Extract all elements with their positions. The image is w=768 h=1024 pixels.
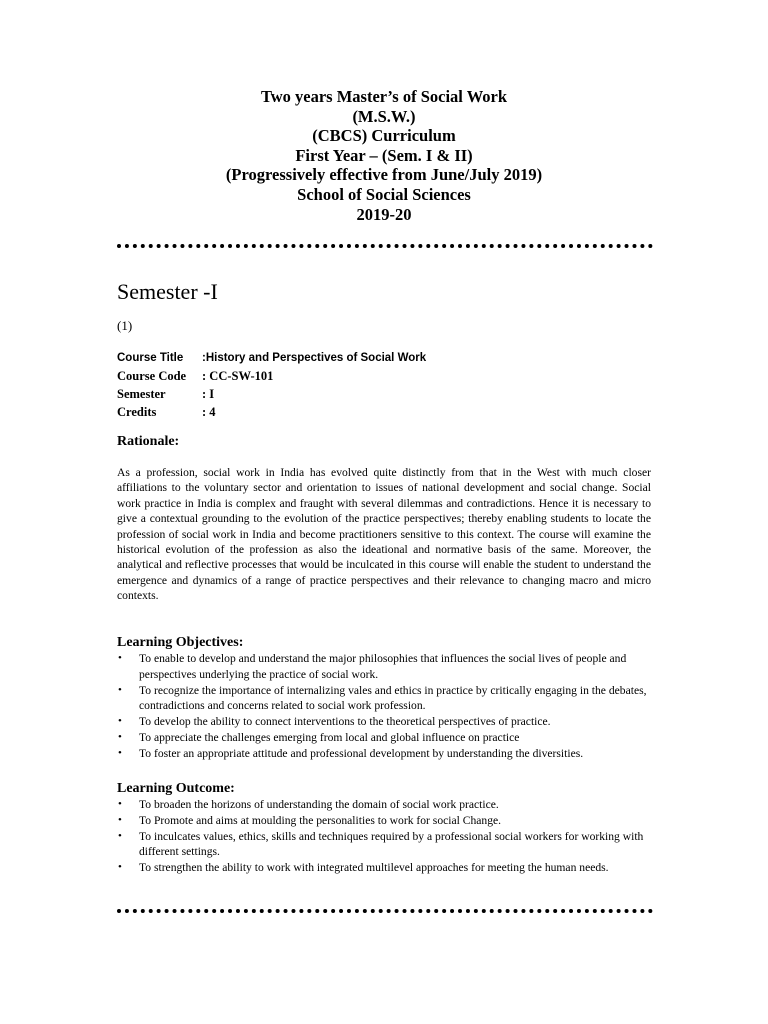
- semester-title: Semester -I: [117, 279, 218, 304]
- bullet-icon: •: [118, 730, 122, 743]
- list-item: [117, 860, 653, 876]
- list-item-text: To develop the ability to connect interventions to the theoretical perspectives of practice.: [139, 715, 551, 729]
- header-line-school: School of Social Sciences: [297, 184, 471, 204]
- list-item-text: To strengthen the ability to work with integrated multilevel approaches for meeting the human needs.: [139, 861, 609, 875]
- list-item-text: To Promote and aims at moulding the personalities to work for social Change.: [139, 813, 502, 827]
- header-line-abbrev: (M.S.W.): [352, 106, 416, 126]
- list-item-text: To enable to develop and understand the major philosophies that influences the social lives of people and perspectives underlying the practice of social work.: [139, 652, 627, 681]
- list-item: [117, 813, 653, 829]
- list-item-text: To foster an appropriate attitude and professional development by understanding the diversities.: [139, 746, 584, 760]
- semester-label: Semester: [117, 387, 166, 401]
- bullet-icon: •: [118, 683, 122, 696]
- semester-row: [117, 385, 426, 403]
- course-info-table: [117, 349, 426, 421]
- bullet-icon: •: [118, 813, 122, 826]
- learning-outcome-list: [117, 797, 653, 876]
- list-item-text: To recognize the importance of internalizing vales and ethics in practice by critically engaging in the debates, contradictions and concerns related to social work profession.: [139, 683, 647, 713]
- bullet-icon: •: [118, 746, 122, 759]
- course-title-label: Course Title: [117, 352, 184, 364]
- bullet-icon: •: [118, 829, 122, 842]
- course-code-row: [117, 367, 426, 385]
- list-item: [117, 683, 653, 715]
- credits-value: : 4: [202, 405, 216, 419]
- list-item-text: To broaden the horizons of understanding the domain of social work practice.: [139, 798, 499, 811]
- rationale-heading: Rationale:: [117, 434, 180, 449]
- course-code-label: Course Code: [117, 369, 187, 383]
- header-line-program: Two years Master’s of Social Work: [260, 87, 508, 106]
- bullet-icon: •: [118, 652, 122, 664]
- header-line-curriculum: (CBCS) Curriculum: [312, 126, 456, 146]
- course-title-row: [117, 349, 426, 367]
- course-code-value: : CC-SW-101: [202, 369, 274, 383]
- list-item: [117, 797, 653, 813]
- list-item: [117, 730, 653, 746]
- header-line-session: 2019-20: [356, 204, 412, 224]
- top-dotted-divider: [117, 244, 653, 248]
- header-line-year: First Year – (Sem. I & II): [295, 145, 473, 165]
- list-item: [117, 651, 653, 683]
- learning-objectives-heading: Learning Objectives:: [117, 635, 244, 650]
- learning-objectives-list: [117, 651, 653, 762]
- bottom-dotted-divider: [117, 909, 653, 913]
- list-item-text: To inculcates values, ethics, skills and techniques required by a professional social workers for working with different settings.: [139, 829, 644, 859]
- list-item: [117, 714, 653, 730]
- list-item: [117, 829, 653, 861]
- rationale-paragraph: As a profession, social work in India has evolved quite distinctly from that in the West with much closer affiliations to the voluntary sector and orientation to issues of national development and social change. Social work practice in India is complex and fraught with several dilemmas and contradictions. Hence it is necessary to give a contextual grounding to the evolution of the practice perspectives; thereby enabling students to locate the profession of social work in India and become practitioners sensitive to this context. The course will examine the historical evolution of the profession as also the ideational and normative basis of the same. Moreover, the analytical and reflective processes that would be inculcated in this course will enable the student to understand the emergence and dynamics of a range of practice perspectives and their relevance to changing macro and micro contexts.: [117, 466, 651, 603]
- credits-row: [117, 403, 426, 421]
- header-line-effective: (Progressively effective from June/July 2019): [225, 165, 543, 185]
- list-item: [117, 746, 653, 762]
- credits-label: Credits: [117, 405, 157, 419]
- bullet-icon: •: [118, 715, 122, 728]
- course-number: (1): [117, 318, 133, 333]
- course-title-value: :History and Perspectives of Social Work: [202, 352, 427, 364]
- bullet-icon: •: [118, 861, 122, 874]
- learning-outcome-heading: Learning Outcome:: [117, 781, 235, 796]
- document-header: [0, 87, 768, 224]
- bullet-icon: •: [118, 798, 122, 810]
- semester-value: : I: [202, 387, 215, 401]
- list-item-text: To appreciate the challenges emerging from local and global influence on practice: [139, 730, 520, 744]
